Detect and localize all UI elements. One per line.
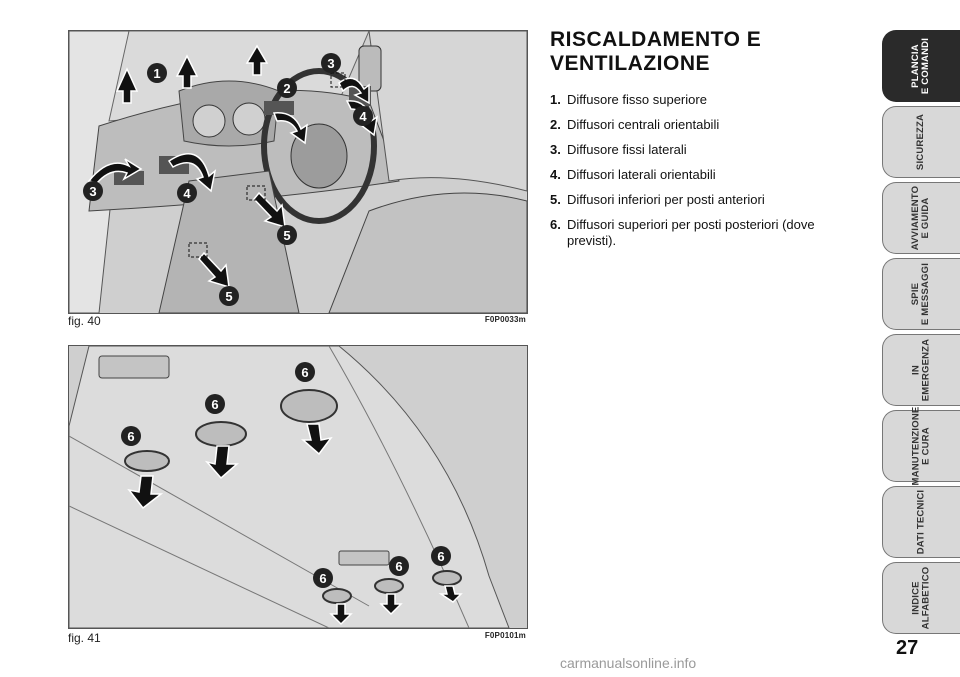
ceiling-illustration [69,346,527,628]
callout-5a [277,225,297,245]
item-number: 5. [550,192,561,207]
item-number: 4. [550,167,561,182]
list-item [550,92,830,108]
svg-text:1: 1 [153,66,161,81]
callout-3a [321,53,341,73]
tab-indice-alfabetico[interactable] [882,562,960,634]
callout-4a [353,106,373,126]
tab-avviamento-e-guida[interactable] [882,182,960,254]
svg-text:6: 6 [437,549,445,564]
tab-sicurezza[interactable] [882,106,960,178]
callout-6f [431,546,451,566]
section-title: RISCALDAMENTO E VENTILAZIONE [550,28,762,75]
item-number: 6. [550,217,561,232]
tab-label: IN EMERGENZA [910,338,932,402]
item-number: 2. [550,117,561,132]
svg-text:6: 6 [319,571,327,586]
svg-text:6: 6 [395,559,403,574]
callout-6d [313,568,333,588]
list-item [550,192,830,208]
figure-41-ceiling [68,345,528,629]
item-text: Diffusori laterali orientabili [567,167,716,182]
tab-label: INDICE ALFABETICO [910,566,932,630]
figure-41-code: F0P0101m [484,631,526,640]
tab-spie-e-messaggi[interactable] [882,258,960,330]
tab-label: PLANCIA E COMANDI [910,37,932,95]
tab-in-emergenza[interactable] [882,334,960,406]
tab-manutenzione-e-cura[interactable] [882,406,960,486]
svg-text:6: 6 [301,365,309,380]
page-number: 27 [896,637,919,659]
tab-dati-tecnici[interactable] [882,486,960,558]
svg-text:3: 3 [327,56,335,71]
tab-label: SICUREZZA [915,113,927,171]
item-text: Diffusori superiori per posti posteriori (dove previsti). [567,217,815,248]
svg-text:6: 6 [127,429,135,444]
svg-text:6: 6 [211,397,219,412]
callout-3b [83,181,103,201]
list-item [550,142,830,158]
svg-text:3: 3 [89,184,97,199]
item-text: Diffusore fissi laterali [567,142,687,157]
callout-1 [147,63,167,83]
tab-label: AVVIAMENTO E GUIDA [910,185,932,251]
diffuser-list [550,92,830,258]
item-text: Diffusore fisso superiore [567,92,707,107]
list-item [550,117,830,133]
callout-6e [389,556,409,576]
svg-text:5: 5 [283,228,291,243]
svg-text:4: 4 [359,109,367,124]
figure-40-dashboard [68,30,528,314]
callout-6b [205,394,225,414]
svg-text:5: 5 [225,289,233,304]
watermark: carmanualsonline.info [560,655,697,671]
item-text: Diffusori centrali orientabili [567,117,720,132]
callout-4b [177,183,197,203]
callout-6c [295,362,315,382]
item-number: 1. [550,92,561,107]
callout-2 [277,78,297,98]
list-item [550,217,830,249]
list-item [550,167,830,183]
figure-41-caption: fig. 41 [68,631,101,645]
figure-40-caption: fig. 40 [68,314,101,328]
svg-text:2: 2 [283,81,291,96]
dashboard-illustration [69,31,527,313]
tab-label: MANUTENZIONE E CURA [910,406,932,486]
figure-40-code: F0P0033m [484,315,526,324]
callout-6a [121,426,141,446]
callout-5b [219,286,239,306]
item-text: Diffusori inferiori per posti anteriori [567,192,765,207]
tab-plancia-e-comandi[interactable] [882,30,960,102]
item-number: 3. [550,142,561,157]
tab-label: SPIE E MESSAGGI [910,262,932,326]
tab-label: DATI TECNICI [915,489,927,555]
svg-text:4: 4 [183,186,191,201]
